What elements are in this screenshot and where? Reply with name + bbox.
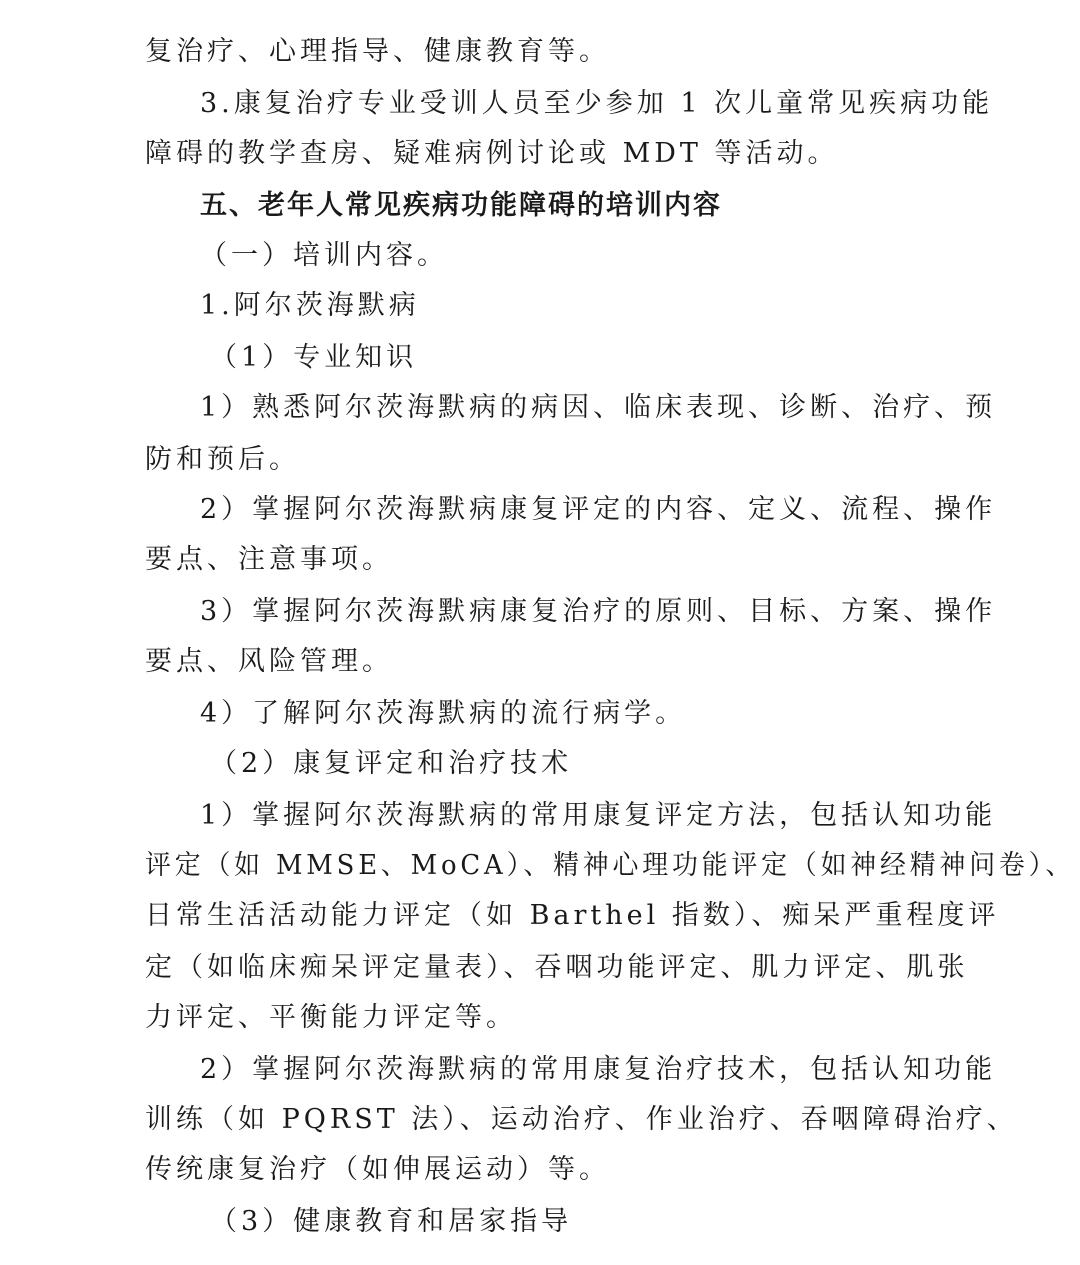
- subsection-heading: （一）培训内容。: [200, 240, 448, 271]
- text-line: 1）掌握阿尔茨海默病的常用康复评定方法，包括认知功能: [200, 800, 997, 831]
- text-line: 力评定、平衡能力评定等。: [145, 1002, 517, 1033]
- text-line: 2）掌握阿尔茨海默病康复评定的内容、定义、流程、操作: [200, 494, 997, 525]
- text-line: 障碍的教学查房、疑难病例讨论或 MDT 等活动。: [145, 138, 839, 169]
- text-line: 防和预后。: [145, 444, 300, 475]
- text-line: 1）熟悉阿尔茨海默病的病因、临床表现、诊断、治疗、预: [200, 392, 997, 423]
- text-line: 2）掌握阿尔茨海默病的常用康复治疗技术，包括认知功能: [200, 1054, 997, 1085]
- text-line: 评定（如 MMSE、MoCA）、精神心理功能评定（如神经精神问卷）、: [145, 850, 1076, 881]
- text-line: （1）专业知识: [210, 342, 418, 373]
- text-line: 1.阿尔茨海默病: [200, 290, 420, 321]
- text-line: 定（如临床痴呆评定量表）、吞咽功能评定、肌力评定、肌张: [145, 952, 969, 983]
- text-line: （3）健康教育和居家指导: [210, 1206, 573, 1237]
- text-line: 3.康复治疗专业受训人员至少参加 1 次儿童常见疾病功能: [200, 88, 994, 119]
- text-line: 日常生活活动能力评定（如 Barthel 指数）、痴呆严重程度评: [145, 900, 1000, 931]
- text-line: 要点、注意事项。: [145, 544, 393, 575]
- section-heading: 五、老年人常见疾病功能障碍的培训内容: [200, 190, 722, 221]
- text-line: 4）了解阿尔茨海默病的流行病学。: [200, 698, 687, 729]
- text-line: 传统康复治疗（如伸展运动）等。: [145, 1154, 610, 1185]
- text-line: 复治疗、心理指导、健康教育等。: [145, 36, 610, 67]
- text-line: 要点、风险管理。: [145, 646, 393, 677]
- text-line: 训练（如 PQRST 法）、运动治疗、作业治疗、吞咽障碍治疗、: [145, 1104, 1018, 1135]
- text-line: （2）康复评定和治疗技术: [210, 748, 573, 779]
- text-line: 3）掌握阿尔茨海默病康复治疗的原则、目标、方案、操作: [200, 596, 997, 627]
